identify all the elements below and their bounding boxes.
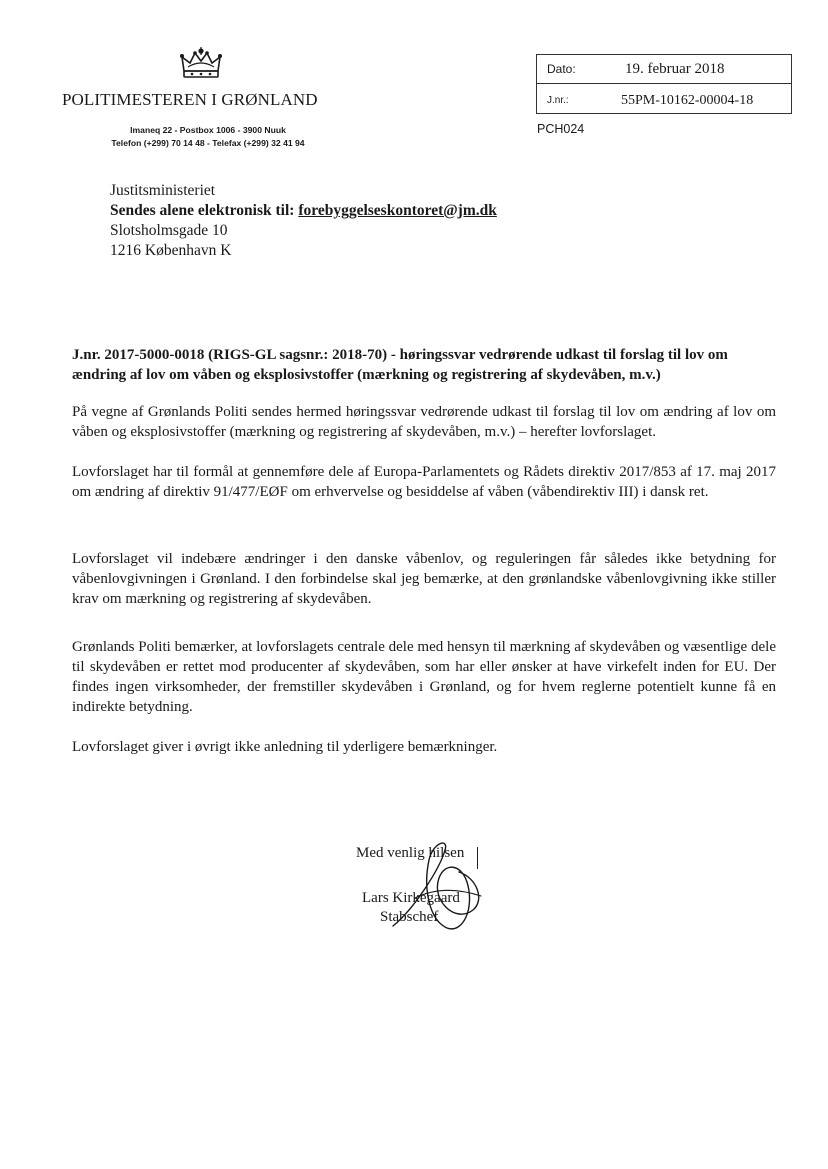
crown-icon (178, 47, 224, 81)
address-line: Imaneq 22 - Postbox 1006 - 3900 Nuuk (130, 125, 286, 135)
signer-name: Lars Kirkegaard (362, 890, 460, 906)
recipient-block (110, 181, 497, 261)
closing-greeting: Med venlig hilsen (356, 845, 465, 861)
date-label: Dato: (547, 62, 576, 76)
paragraph-2: Lovforslaget har til formål at gennemføre dele af Europa-Parlamentets og Rådets direktiv 2017/853 af 17. maj 2017 om ændring af direktiv 91/477/EØF om erhvervelse og besiddelse af våben (våbendirektiv III) i dansk ret. (72, 464, 776, 500)
org-name: POLITIMESTEREN I GRØNLAND (62, 90, 318, 109)
date-row (537, 55, 791, 84)
send-label: Sendes alene elektronisk til: (110, 202, 295, 219)
paragraph-3: Lovforslaget vil indebære ændringer i den danske våbenlov, og reguleringen får således ikke betydning for våbenlovgivningen i Grønland. I den forbindelse skal jeg bemærke, at den grønlandske våbenlovgivning ikke stiller krav om mærkning og registrering af skydevåben. (72, 551, 776, 607)
recipient-name: Justitsministeriet (110, 182, 216, 199)
signer-title: Stabschef (380, 909, 439, 925)
paragraph-1: På vegne af Grønlands Politi sendes hermed høringssvar vedrørende udkast til forslag til lov om ændring af lov om våben og eksplosivstoffer (mærkning og registrering af skydevåben, m.v.) – herefter lovforslaget. (72, 404, 776, 440)
paragraph-4: Grønlands Politi bemærker, at lovforslagets centrale dele med hensyn til mærkning af skydevåben og væsentlige dele til skydevåben er rettet mod producenter af skydevåben, som har eller ønsker at have virkefelt inden for EU. Der findes ingen virksomheder, der fremstiller skydevåben i Grønland, og for hvem reglerne potentielt kunne få en indirekte betydning. (72, 639, 776, 715)
reference-row (537, 85, 791, 113)
recipient-street: Slotsholmsgade 10 (110, 222, 228, 239)
recipient-city: 1216 København K (110, 242, 232, 259)
date-value: 19. februar 2018 (625, 61, 725, 77)
paragraph-5: Lovforslaget giver i øvrigt ikke anledning til yderligere bemærkninger. (72, 739, 498, 755)
phone-line: Telefon (+299) 70 14 48 - Telefax (+299) 32 41 94 (111, 138, 305, 148)
date-box (536, 54, 792, 114)
handwritten-signature (385, 838, 495, 938)
reference-value: 55PM-10162-00004-18 (621, 93, 754, 108)
letter-subject: J.nr. 2017-5000-0018 (RIGS-GL sagsnr.: 2018-70) - høringssvar vedrørende udkast til forslag til lov om ændring af lov om våben og eksplosivstoffer (mærkning og registrering af skydevåben, m.v.) (72, 347, 728, 383)
recipient-send-line (110, 201, 497, 221)
recipient-email-link[interactable]: forebyggelseskontoret@jm.dk (298, 202, 497, 219)
contact-info (82, 124, 334, 150)
reference-label: J.nr.: (547, 95, 569, 106)
pch-code: PCH024 (537, 122, 585, 136)
